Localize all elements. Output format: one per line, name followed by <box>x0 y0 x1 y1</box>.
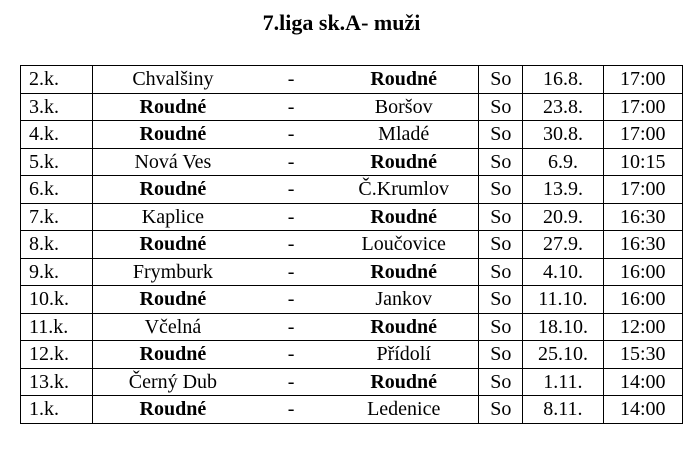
home-team-cell: Chvalšiny <box>92 66 253 94</box>
time-cell: 14:00 <box>603 396 682 424</box>
away-team-cell <box>329 368 479 396</box>
table-row <box>21 203 683 231</box>
round-cell: 13.k. <box>21 368 93 396</box>
separator-cell: - <box>253 203 329 231</box>
separator-cell: - <box>253 396 329 424</box>
day-cell: So <box>479 93 523 121</box>
away-team-cell <box>329 121 479 149</box>
away-team-label: Roudné <box>370 315 438 338</box>
round-cell: 7.k. <box>21 203 93 231</box>
home-team-cell: Včelná <box>92 313 253 341</box>
time-cell: 16:30 <box>603 203 682 231</box>
separator-cell: - <box>253 121 329 149</box>
time-cell: 10:15 <box>603 148 682 176</box>
round-cell: 2.k. <box>21 66 93 94</box>
round-cell: 8.k. <box>21 231 93 259</box>
time-cell: 14:00 <box>603 368 682 396</box>
date-cell: 23.8. <box>523 93 603 121</box>
separator-cell: - <box>253 341 329 369</box>
separator-cell: - <box>253 93 329 121</box>
away-team-cell <box>329 231 479 259</box>
separator-cell: - <box>253 231 329 259</box>
day-cell: So <box>479 286 523 314</box>
away-team-label: Boršov <box>374 95 433 118</box>
home-team-cell: Roudné <box>92 286 253 314</box>
day-cell: So <box>479 341 523 369</box>
away-team-label: Roudné <box>370 68 438 91</box>
date-cell: 11.10. <box>523 286 603 314</box>
day-cell: So <box>479 148 523 176</box>
time-cell: 17:00 <box>603 176 682 204</box>
date-cell: 25.10. <box>523 341 603 369</box>
round-cell: 10.k. <box>21 286 93 314</box>
away-team-cell <box>329 341 479 369</box>
away-team-label: Roudné <box>370 260 438 283</box>
table-row <box>21 121 683 149</box>
home-team-cell: Nová Ves <box>92 148 253 176</box>
round-cell: 11.k. <box>21 313 93 341</box>
day-cell: So <box>479 176 523 204</box>
round-cell: 1.k. <box>21 396 93 424</box>
date-cell: 8.11. <box>523 396 603 424</box>
date-cell: 16.8. <box>523 66 603 94</box>
away-team-label: Přídolí <box>376 343 431 366</box>
day-cell: So <box>479 368 523 396</box>
table-row <box>21 66 683 94</box>
time-cell: 17:00 <box>603 66 682 94</box>
date-cell: 18.10. <box>523 313 603 341</box>
away-team-cell <box>329 93 479 121</box>
table-row <box>21 286 683 314</box>
date-cell: 6.9. <box>523 148 603 176</box>
away-team-label: Roudné <box>370 150 438 173</box>
separator-cell: - <box>253 313 329 341</box>
round-cell: 5.k. <box>21 148 93 176</box>
round-cell: 12.k. <box>21 341 93 369</box>
day-cell: So <box>479 231 523 259</box>
day-cell: So <box>479 203 523 231</box>
away-team-cell <box>329 176 479 204</box>
table-row <box>21 231 683 259</box>
date-cell: 27.9. <box>523 231 603 259</box>
home-team-cell: Frymburk <box>92 258 253 286</box>
date-cell: 20.9. <box>523 203 603 231</box>
day-cell: So <box>479 396 523 424</box>
day-cell: So <box>479 121 523 149</box>
table-row <box>21 148 683 176</box>
date-cell: 4.10. <box>523 258 603 286</box>
table-row <box>21 368 683 396</box>
table-row <box>21 396 683 424</box>
table-row <box>21 176 683 204</box>
home-team-cell: Roudné <box>92 121 253 149</box>
away-team-cell <box>329 258 479 286</box>
schedule-body <box>21 66 683 424</box>
round-cell: 9.k. <box>21 258 93 286</box>
separator-cell: - <box>253 148 329 176</box>
home-team-cell: Roudné <box>92 396 253 424</box>
home-team-cell: Roudné <box>92 231 253 259</box>
time-cell: 15:30 <box>603 341 682 369</box>
table-row <box>21 93 683 121</box>
away-team-cell <box>329 286 479 314</box>
time-cell: 16:00 <box>603 286 682 314</box>
separator-cell: - <box>253 258 329 286</box>
round-cell: 3.k. <box>21 93 93 121</box>
time-cell: 16:30 <box>603 231 682 259</box>
separator-cell: - <box>253 66 329 94</box>
away-team-label: Roudné <box>370 370 438 393</box>
away-team-label: Jankov <box>375 288 433 311</box>
away-team-cell <box>329 396 479 424</box>
table-row <box>21 258 683 286</box>
date-cell: 30.8. <box>523 121 603 149</box>
time-cell: 17:00 <box>603 121 682 149</box>
separator-cell: - <box>253 176 329 204</box>
away-team-cell <box>329 66 479 94</box>
day-cell: So <box>479 258 523 286</box>
away-team-cell <box>329 148 479 176</box>
home-team-cell: Kaplice <box>92 203 253 231</box>
home-team-cell: Roudné <box>92 341 253 369</box>
day-cell: So <box>479 66 523 94</box>
home-team-cell: Černý Dub <box>92 368 253 396</box>
time-cell: 12:00 <box>603 313 682 341</box>
date-cell: 13.9. <box>523 176 603 204</box>
away-team-cell <box>329 203 479 231</box>
schedule-table <box>20 65 683 424</box>
round-cell: 6.k. <box>21 176 93 204</box>
away-team-label: Ledenice <box>367 398 441 421</box>
away-team-label: Mladé <box>378 123 430 146</box>
away-team-label: Loučovice <box>361 233 446 256</box>
day-cell: So <box>479 313 523 341</box>
round-cell: 4.k. <box>21 121 93 149</box>
away-team-label: Roudné <box>370 205 438 228</box>
separator-cell: - <box>253 286 329 314</box>
table-row <box>21 313 683 341</box>
time-cell: 17:00 <box>603 93 682 121</box>
table-row <box>21 341 683 369</box>
date-cell: 1.11. <box>523 368 603 396</box>
page-title: 7.liga sk.A- muži <box>262 10 421 35</box>
away-team-cell <box>329 313 479 341</box>
home-team-cell: Roudné <box>92 93 253 121</box>
away-team-label: Č.Krumlov <box>358 178 449 201</box>
home-team-cell: Roudné <box>92 176 253 204</box>
time-cell: 16:00 <box>603 258 682 286</box>
separator-cell: - <box>253 368 329 396</box>
